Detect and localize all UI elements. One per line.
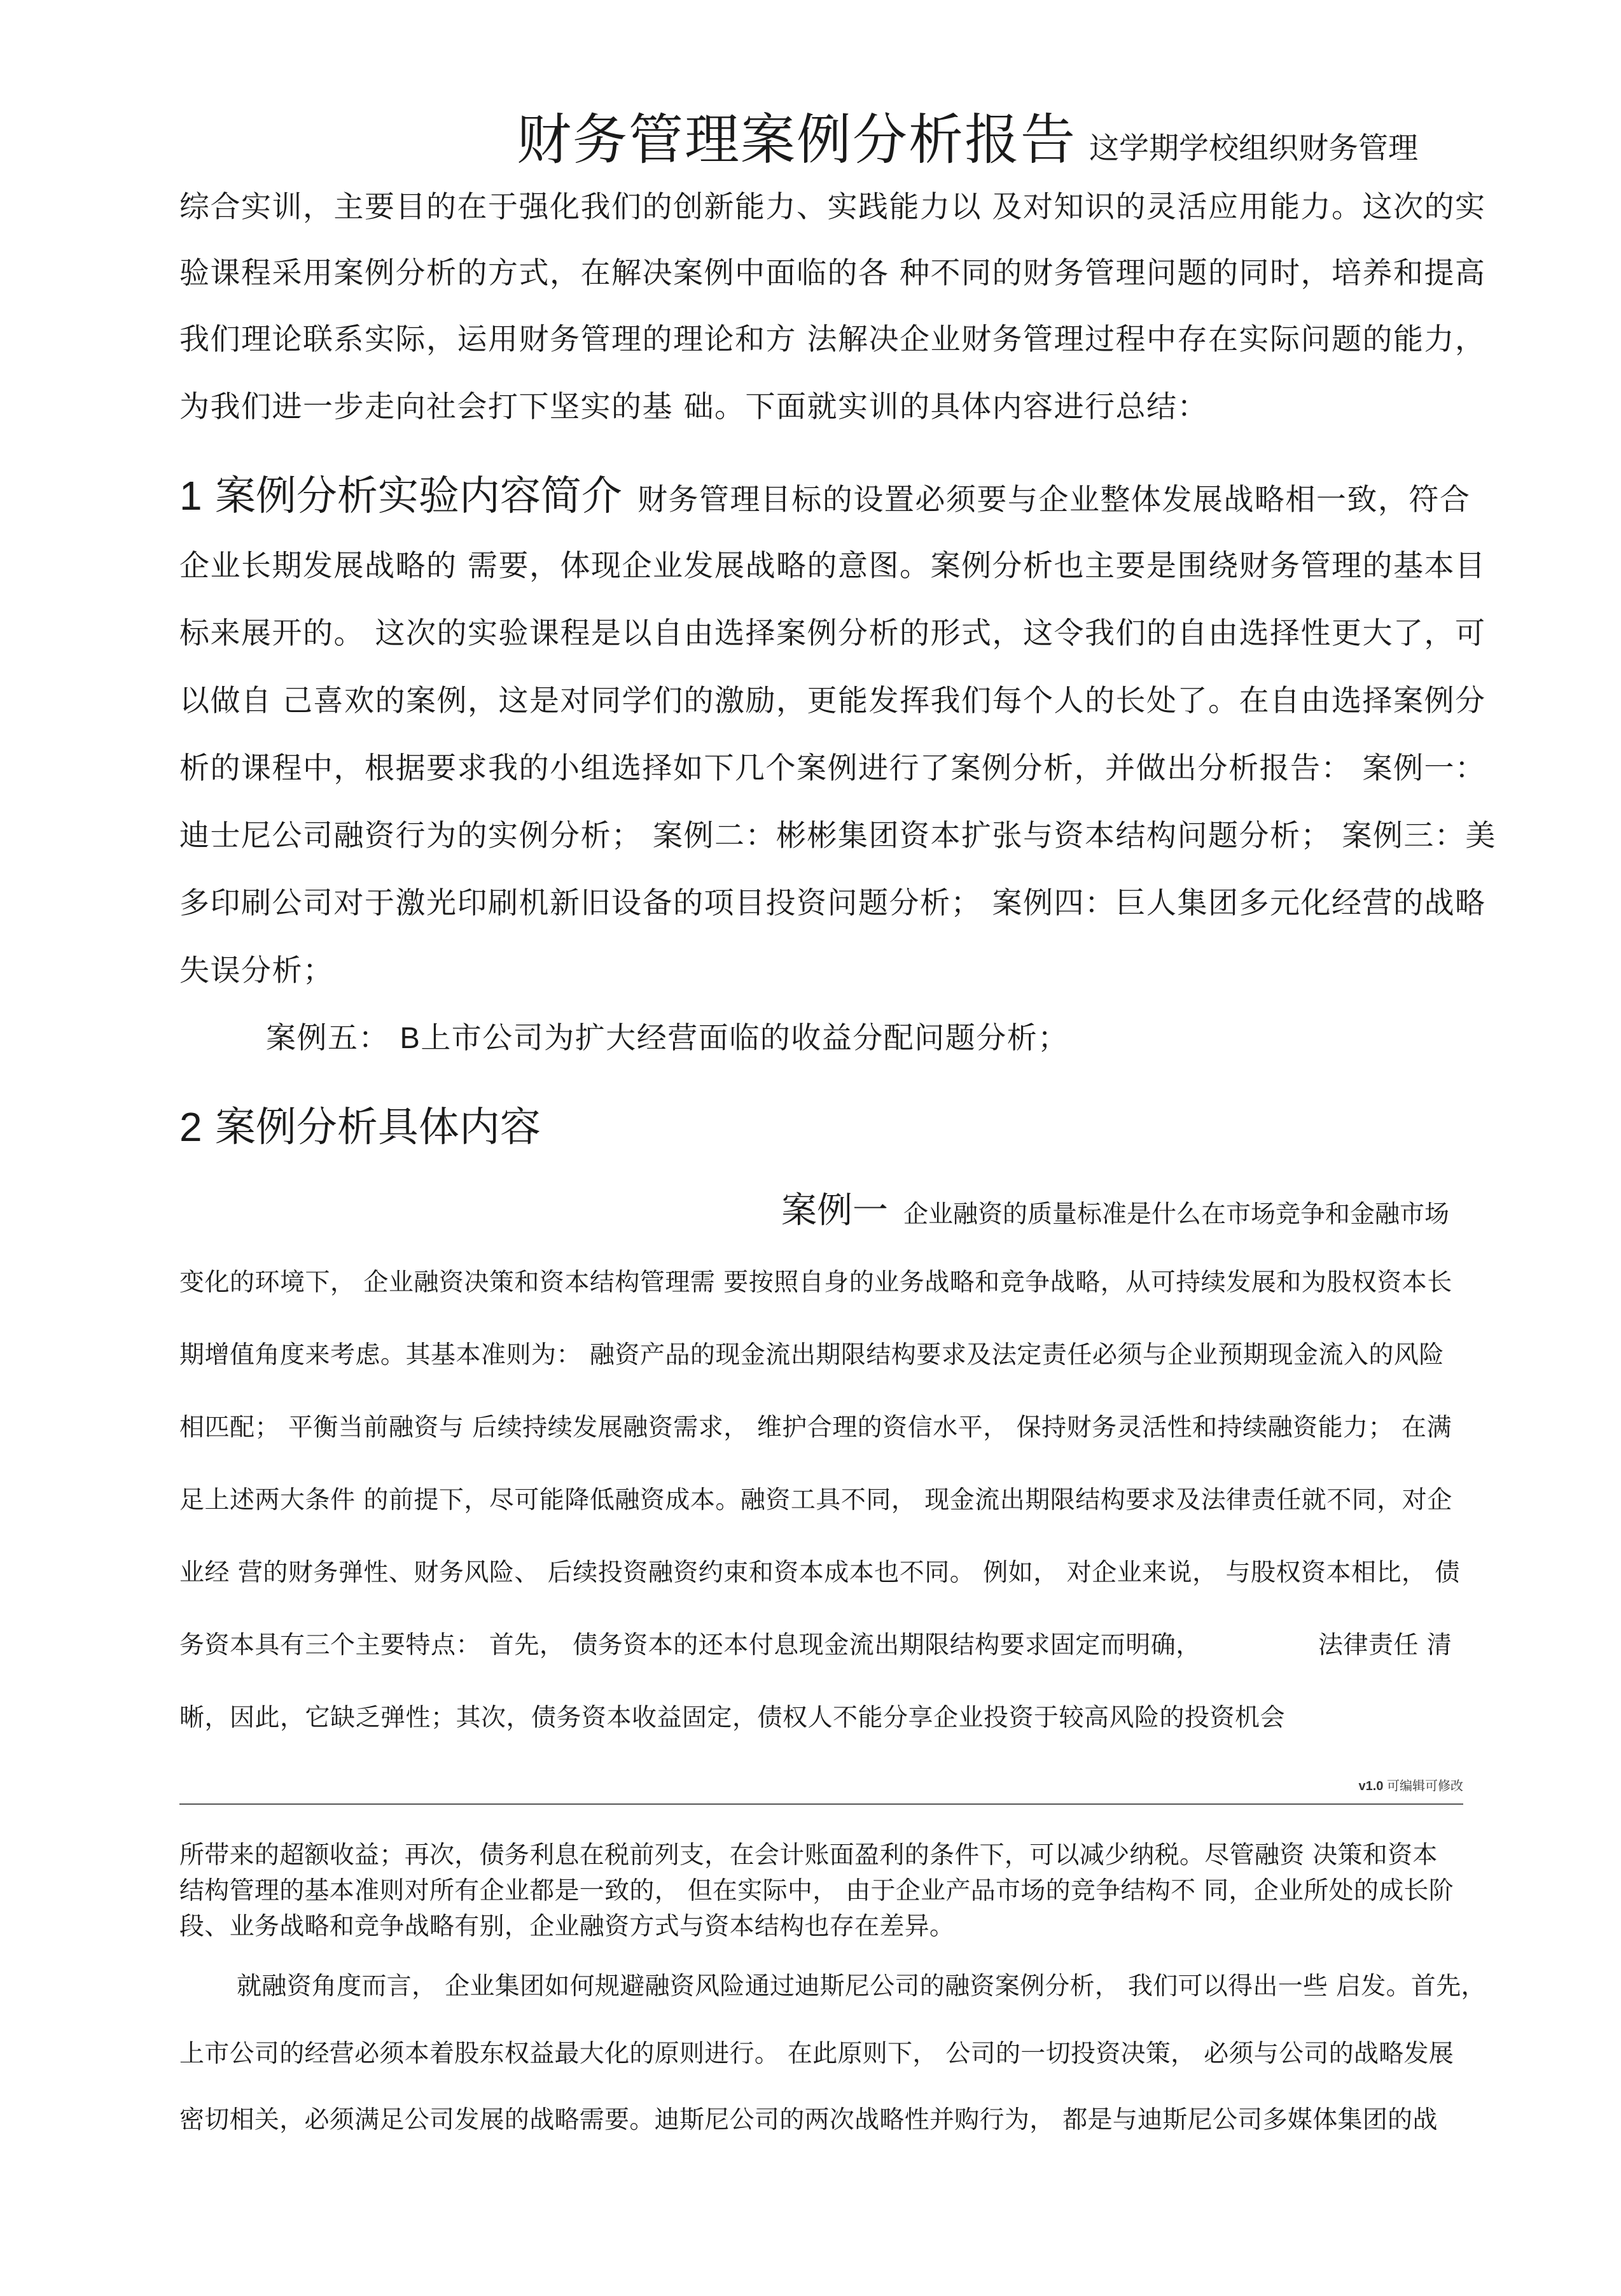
case1-line: 相匹配； 平衡当前融资与 后续持续发展融资需求， 维护合理的资信水平， 保持财务灵活性和持续融资能力； 在满 bbox=[179, 1413, 1452, 1442]
page-footer bbox=[1359, 1775, 1464, 1794]
page2-para2-line: 密切相关，必须满足公司发展的战略需要。迪斯尼公司的两次战略性并购行为， 都是与迪斯尼公司多媒体集团的战 bbox=[179, 2106, 1438, 2134]
intro-line: 为我们进一步走向社会打下坚实的基 础。下面就实训的具体内容进行总结： bbox=[179, 389, 1208, 424]
intro-line: 我们理论联系实际，运用财务管理的理论和方 法解决企业财务管理过程中存在实际问题的能力， bbox=[179, 322, 1486, 357]
case1-line: 变化的环境下， 企业融资决策和资本结构管理需 要按照自身的业务战略和竞争战略，从可持续发展和为股权资本长 bbox=[179, 1268, 1452, 1297]
footer-version: v1.0 bbox=[1358, 1779, 1384, 1793]
case1-heading-line bbox=[781, 1182, 1449, 1233]
case1-line: 晰，因此，它缺乏弹性；其次，债务资本收益固定，债权人不能分享企业投资于较高风险的投资机会 bbox=[179, 1704, 1286, 1732]
section2-heading-line bbox=[179, 1095, 541, 1153]
section1-line: 企业长期发展战略的 需要，体现企业发展战略的意图。案例分析也主要是围绕财务管理的基本目 bbox=[179, 549, 1486, 584]
title-tail-text: 这学期学校组织财务管理 bbox=[1089, 131, 1418, 166]
intro-line: 验课程采用案例分析的方式，在解决案例中面临的各 种不同的财务管理问题的同时，培养和提高 bbox=[179, 256, 1486, 291]
page2-para2-line: 上市公司的经营必须本着股东权益最大化的原则进行。 在此原则下， 公司的一切投资决策， 必须与公司的战略发展 bbox=[179, 2040, 1454, 2068]
intro-line: 综合实训，主要目的在于强化我们的创新能力、实践能力以 及对知识的灵活应用能力。这次的实 bbox=[179, 190, 1486, 225]
section1-line: 析的课程中，根据要求我的小组选择如下几个案例进行了案例分析，并做出分析报告： 案例一： bbox=[179, 751, 1486, 786]
title-line bbox=[517, 95, 1418, 174]
case1-lead: 企业融资的质量标准是什么在市场竞争和金融市场 bbox=[903, 1200, 1450, 1229]
footer-note: 可编辑可修改 bbox=[1387, 1779, 1463, 1793]
section1-line: 标来展开的。 这次的实验课程是以自由选择案例分析的形式，这令我们的自由选择性更大了，可 bbox=[179, 616, 1486, 651]
section1-line: 失误分析； bbox=[179, 953, 334, 988]
section2-heading: 案例分析具体内容 bbox=[214, 1104, 541, 1151]
case1-line: 务资本具有三个主要特点： 首先， 债务资本的还本付息现金流出期限结构要求固定而明确， bbox=[179, 1631, 1201, 1660]
page2-para1-line: 所带来的超额收益；再次，债务利息在税前列支，在会计账面盈利的条件下，可以减少纳税。尽管融资 决策和资本 bbox=[179, 1841, 1438, 1870]
section1-line: 多印刷公司对于激光印刷机新旧设备的项目投资问题分析； 案例四：巨人集团多元化经营的战略 bbox=[179, 886, 1486, 921]
section2-number: 2 bbox=[179, 1104, 202, 1150]
page2-para1-line: 段、业务战略和竞争战略有别，企业融资方式与资本结构也存在差异。 bbox=[179, 1912, 955, 1941]
page2-para1-line: 结构管理的基本准则对所有企业都是一致的， 但在实际中， 由于企业产品市场的竞争结构不 同，企业所处的成长阶 bbox=[179, 1877, 1454, 1905]
section1-heading: 案例分析实验内容简介 bbox=[214, 473, 622, 520]
case1-line: 业经 营的财务弹性、财务风险、 后续投资融资约束和资本成本也不同。 例如， 对企业来说， 与股权资本相比， 债 bbox=[179, 1558, 1460, 1587]
page2-para2-line: 就融资角度而言， 企业集团如何规避融资风险通过迪斯尼公司的融资案例分析， 我们可以得出一些 启发。首先， bbox=[237, 1972, 1486, 2001]
case1-line: 足上述两大条件 的前提下，尽可能降低融资成本。融资工具不同， 现金流出期限结构要求及法律责任就不同，对企 bbox=[179, 1486, 1452, 1515]
case5-line bbox=[266, 1014, 1069, 1057]
case5-letter: B bbox=[400, 1021, 421, 1054]
case1-heading: 案例一 bbox=[781, 1190, 888, 1231]
section1-lead: 财务管理目标的设置必须要与企业整体发展战略相一致，符合 bbox=[637, 482, 1471, 517]
case1-line-tail: 法律责任 清 bbox=[1318, 1631, 1452, 1660]
footer-divider bbox=[179, 1803, 1463, 1805]
section1-heading-line bbox=[179, 463, 1470, 522]
section1-line: 迪士尼公司融资行为的实例分析； 案例二：彬彬集团资本扩张与资本结构问题分析； 案例三：美 bbox=[179, 818, 1496, 853]
section1-line: 以做自 己喜欢的案例，这是对同学们的激励，更能发挥我们每个人的长处了。在自由选择案例分 bbox=[179, 683, 1486, 718]
report-title: 财务管理案例分析报告 bbox=[517, 108, 1076, 172]
case5-prefix: 案例五： bbox=[266, 1021, 389, 1056]
case1-line: 期增值角度来考虑。其基本准则为： 融资产品的现金流出期限结构要求及法定责任必须与企业预期现金流入的风险 bbox=[179, 1341, 1444, 1369]
case5-text: 上市公司为扩大经营面临的收益分配问题分析； bbox=[421, 1021, 1069, 1056]
section1-number: 1 bbox=[179, 473, 202, 519]
